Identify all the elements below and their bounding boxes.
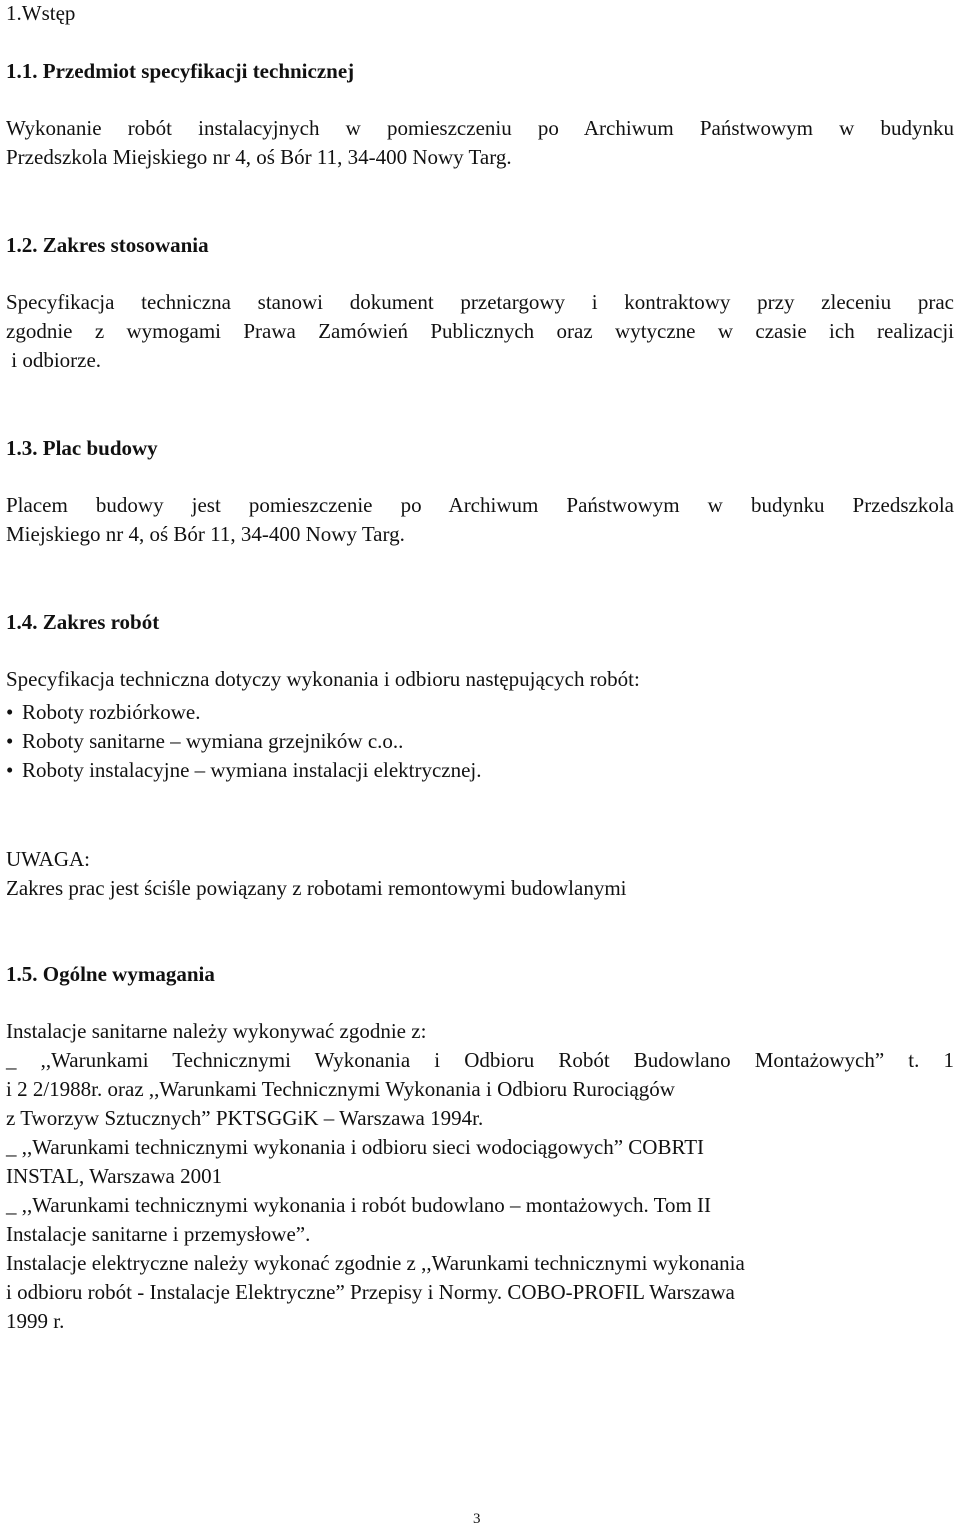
list-item-text: Roboty instalacyjne – wymiana instalacji elektrycznej. <box>22 758 482 782</box>
section-1-5-heading: 1.5. Ogólne wymagania <box>6 962 215 986</box>
section-1-1-line: Wykonanie robót instalacyjnych w pomieszczeniu po Archiwum Państwowym w budynku <box>6 116 954 140</box>
section-1-2-line: Specyfikacja techniczna stanowi dokument przetargowy i kontraktowy przy zleceniu prac <box>6 290 954 314</box>
section-1-5-line: z Tworzyw Sztucznych” PKTSGGiK – Warszawa 1994r. <box>6 1106 484 1130</box>
section-1-5-line: _ ,,Warunkami technicznymi wykonania i odbioru sieci wodociągowych” COBRTI <box>6 1135 705 1159</box>
section-1-3-line: Placem budowy jest pomieszczenie po Archiwum Państwowym w budynku Przedszkola <box>6 493 954 517</box>
section-1-5-line: i odbioru robót - Instalacje Elektryczne” Przepisy i Normy. COBO-PROFIL Warszawa <box>6 1280 735 1304</box>
section-1-1-line: Przedszkola Miejskiego nr 4, oś Bór 11, 34-400 Nowy Targ. <box>6 145 512 169</box>
section-1-1-heading: 1.1. Przedmiot specyfikacji technicznej <box>6 59 355 83</box>
section-1-4-intro: Specyfikacja techniczna dotyczy wykonania i odbioru następujących robót: <box>6 667 640 691</box>
section-1-2-line: i odbiorze. <box>6 348 102 372</box>
section-1-5-line: Instalacje elektryczne należy wykonać zgodnie z ,,Warunkami technicznymi wykonania <box>6 1251 745 1275</box>
section-1-5-line: 1999 r. <box>6 1309 65 1333</box>
section-1-3-heading: 1.3. Plac budowy <box>6 436 158 460</box>
note-text: Zakres prac jest ściśle powiązany z robotami remontowymi budowlanymi <box>6 876 627 900</box>
section-1-5-line: Instalacje sanitarne i przemysłowe”. <box>6 1222 311 1246</box>
section-1-2-line: zgodnie z wymogami Prawa Zamówień Publicznych oraz wytyczne w czasie ich realizacji <box>6 319 954 343</box>
section-1-3-line: Miejskiego nr 4, oś Bór 11, 34-400 Nowy Targ. <box>6 522 405 546</box>
section-1-5-line: INSTAL, Warszawa 2001 <box>6 1164 223 1188</box>
section-1-5-line: _ ,,Warunkami Technicznymi Wykonania i Odbioru Robót Budowlano Montażowych” t. 1 <box>6 1048 954 1072</box>
section-1-2-heading: 1.2. Zakres stosowania <box>6 233 209 257</box>
section-1-5-line: Instalacje sanitarne należy wykonywać zgodnie z: <box>6 1019 427 1043</box>
list-item <box>6 760 482 781</box>
intro-heading: 1.Wstęp <box>6 1 76 25</box>
note-label: UWAGA: <box>6 847 90 871</box>
section-1-5-line: _ ,,Warunkami technicznymi wykonania i robót budowlano – montażowych. Tom II <box>6 1193 712 1217</box>
list-item-text: Roboty sanitarne – wymiana grzejników c.o.. <box>22 729 404 753</box>
section-1-5-line: i 2 2/1988r. oraz ,,Warunkami Technicznymi Wykonania i Odbioru Rurociągów <box>6 1077 675 1101</box>
list-item <box>6 702 200 723</box>
page-number: 3 <box>473 1511 481 1527</box>
section-1-4-heading: 1.4. Zakres robót <box>6 610 160 634</box>
list-item <box>6 731 403 752</box>
list-item-text: Roboty rozbiórkowe. <box>22 700 201 724</box>
